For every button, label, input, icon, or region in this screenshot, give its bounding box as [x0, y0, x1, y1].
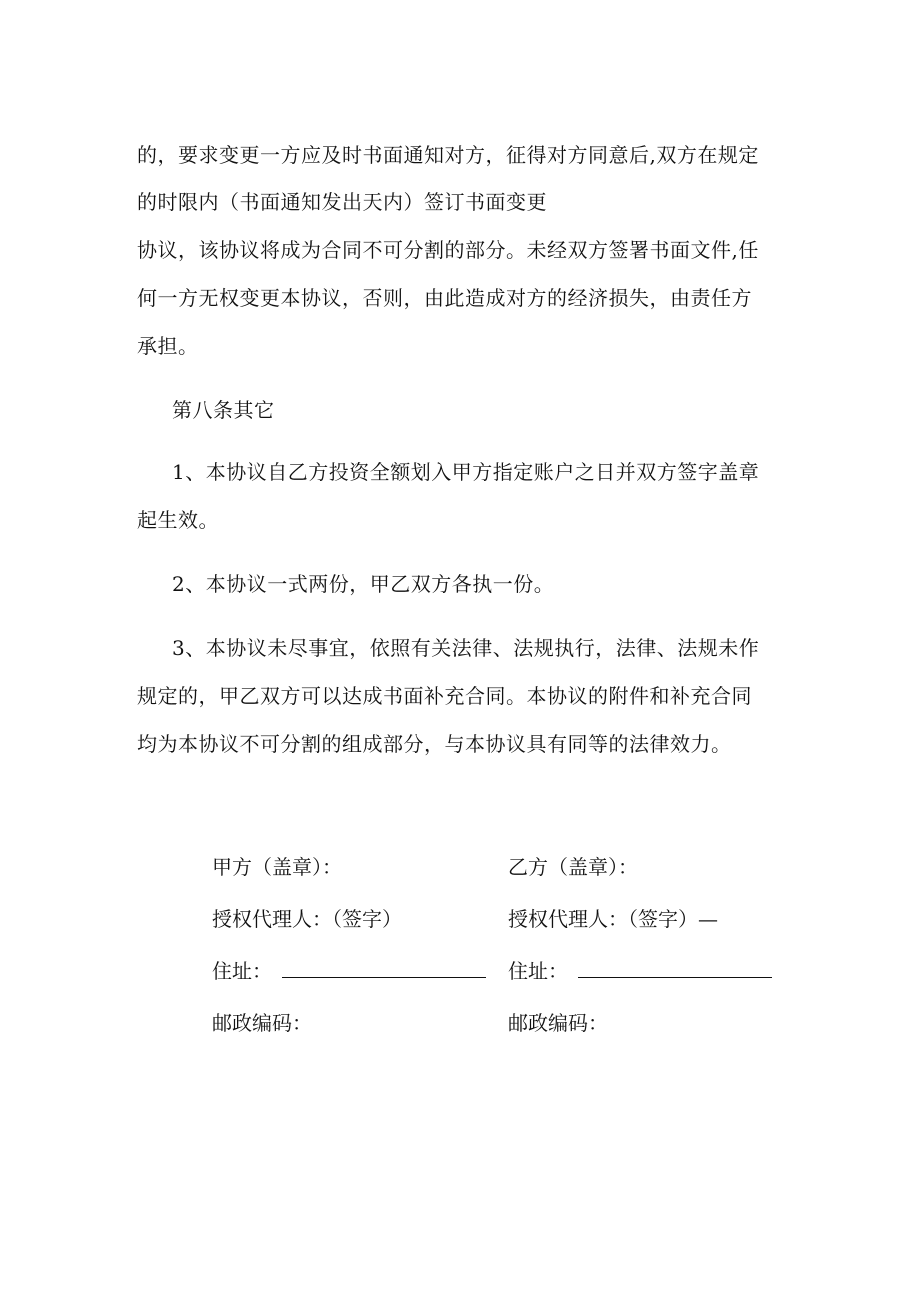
address-label: 住址： — [508, 959, 568, 983]
party-a-seal: 甲方（盖章）： — [212, 855, 342, 879]
paragraph-line: 承担。 — [137, 334, 199, 358]
clause-item: 起生效。 — [137, 508, 219, 532]
address-blank-line — [282, 959, 486, 978]
paragraph-line: 的时限内（书面通知发出天内）签订书面变更 — [137, 190, 547, 214]
party-b-seal: 乙方（盖章）： — [508, 855, 638, 879]
party-a-postcode: 邮政编码： — [212, 1011, 312, 1035]
party-b-postcode: 邮政编码： — [508, 1011, 608, 1035]
party-b-agent: 授权代理人：（签字）— — [508, 907, 718, 931]
clause-item: 2、本协议一式两份，甲乙双方各执一份。 — [172, 572, 555, 596]
clause-item: 3、本协议未尽事宜，依照有关法律、法规执行，法律、法规未作 — [172, 636, 760, 660]
party-b-address — [508, 959, 772, 983]
article-heading: 第八条其它 — [172, 398, 275, 422]
paragraph-line: 的，要求变更一方应及时书面通知对方，征得对方同意后,双方在规定 — [137, 143, 759, 167]
party-a-address — [212, 959, 486, 983]
paragraph-line: 协议，该协议将成为合同不可分割的部分。未经双方签署书面文件,任 — [137, 238, 759, 262]
clause-item: 规定的，甲乙双方可以达成书面补充合同。本协议的附件和补充合同 — [137, 684, 752, 708]
clause-item: 1、本协议自乙方投资全额划入甲方指定账户之日并双方签字盖章 — [172, 460, 760, 484]
paragraph-line: 何一方无权变更本协议，否则，由此造成对方的经济损失，由责任方 — [137, 286, 752, 310]
address-label: 住址： — [212, 959, 272, 983]
address-blank-line — [578, 959, 772, 978]
clause-item: 均为本协议不可分割的组成部分，与本协议具有同等的法律效力。 — [137, 732, 732, 756]
party-a-agent: 授权代理人：（签字） — [212, 907, 402, 931]
